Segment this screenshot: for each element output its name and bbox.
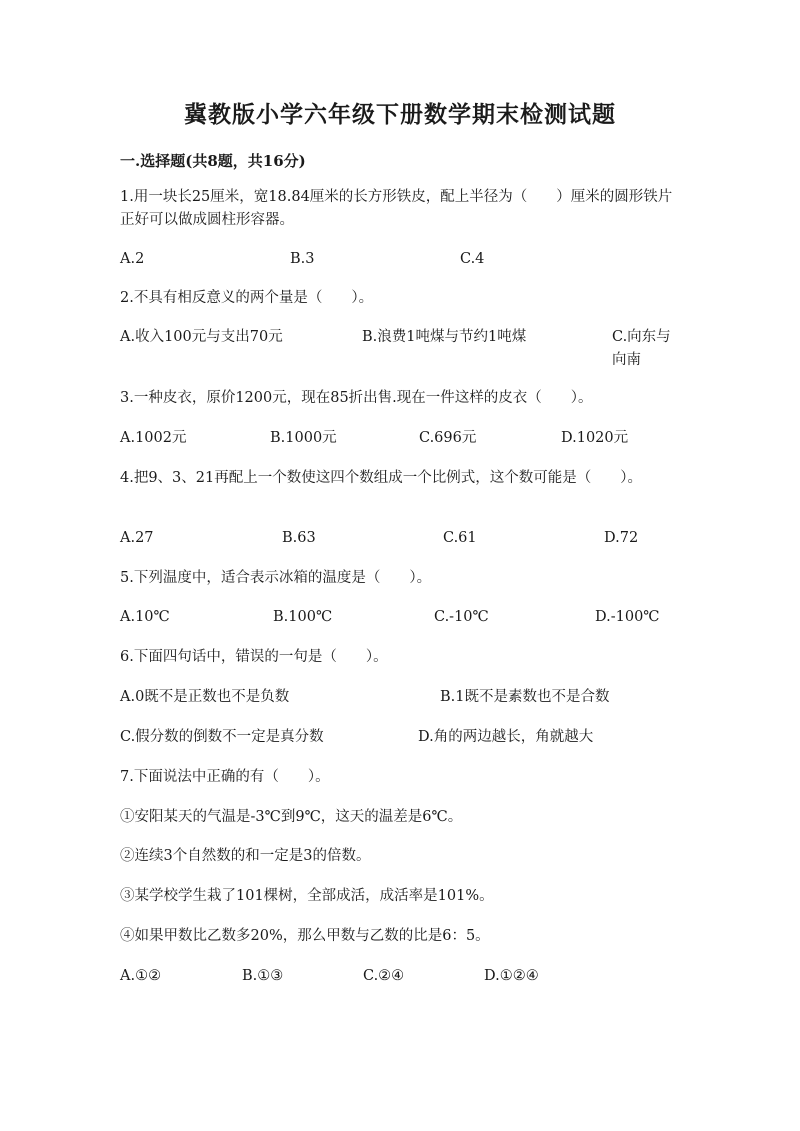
question-6-option-c: C.假分数的倒数不一定是真分数 [120,729,324,745]
exam-title: 冀教版小学六年级下册数学期末检测试题 [184,101,616,128]
question-1-option-b: B.3 [290,251,315,267]
question-1-option-c: C.4 [460,251,485,267]
question-6-stem: 6.下面四句话中，错误的一句是（ ）。 [120,649,388,665]
question-7-option-d: D.①②④ [484,968,539,984]
question-6-option-b: B.1既不是素数也不是合数 [440,689,610,705]
question-1-option-a: A.2 [120,251,145,267]
question-4-option-a: A.27 [120,530,154,546]
question-4-option-c: C.61 [443,530,477,546]
question-5-option-a: A.10℃ [120,609,170,625]
question-6-option-d: D.角的两边越长，角就越大 [418,729,594,745]
question-7-option-b: B.①③ [242,968,284,984]
question-7-statement-4: ④如果甲数比乙数多20%，那么甲数与乙数的比是6：5。 [120,928,490,944]
question-1-stem: 1.用一块长25厘米，宽18.84厘米的长方形铁皮，配上半径为（ ）厘米的圆形铁片正好可以做成圆柱形容器。 [120,189,673,228]
question-4-option-b: B.63 [282,530,316,546]
question-7-option-a: A.①② [120,968,162,984]
question-5-option-c: C.-10℃ [434,609,489,625]
question-3-option-b: B.1000元 [270,430,337,446]
question-5-option-d: D.-100℃ [595,609,660,625]
question-7-stem: 7.下面说法中正确的有（ ）。 [120,769,330,785]
question-2-stem: 2.不具有相反意义的两个量是（ ）。 [120,290,374,306]
question-2-option-c: C.向东与向南 [612,329,671,368]
question-2-option-a: A.收入100元与支出70元 [120,329,283,345]
question-5-option-b: B.100℃ [273,609,333,625]
question-7-statement-2: ②连续3个自然数的和一定是3的倍数。 [120,848,371,864]
question-2-option-b: B.浪费1吨煤与节约1吨煤 [362,329,527,345]
question-6-option-a: A.0既不是正数也不是负数 [120,689,290,705]
question-7-statement-1: ①安阳某天的气温是-3℃到9℃，这天的温差是6℃。 [120,809,463,825]
question-3-option-c: C.696元 [419,430,477,446]
question-7-statement-3: ③某学校学生栽了101棵树，全部成活，成活率是101%。 [120,888,494,904]
question-4-option-d: D.72 [604,530,639,546]
question-5-stem: 5.下列温度中，适合表示冰箱的温度是（ ）。 [120,570,432,586]
question-7-option-c: C.②④ [363,968,405,984]
question-3-option-d: D.1020元 [561,430,629,446]
section-heading: 一.选择题(共8题，共16分) [120,152,306,170]
question-3-option-a: A.1002元 [120,430,187,446]
question-3-stem: 3.一种皮衣，原价1200元，现在85折出售.现在一件这样的皮衣（ ）。 [120,390,593,406]
question-4-stem: 4.把9、3、21再配上一个数使这四个数组成一个比例式，这个数可能是（ ）。 [120,470,642,486]
